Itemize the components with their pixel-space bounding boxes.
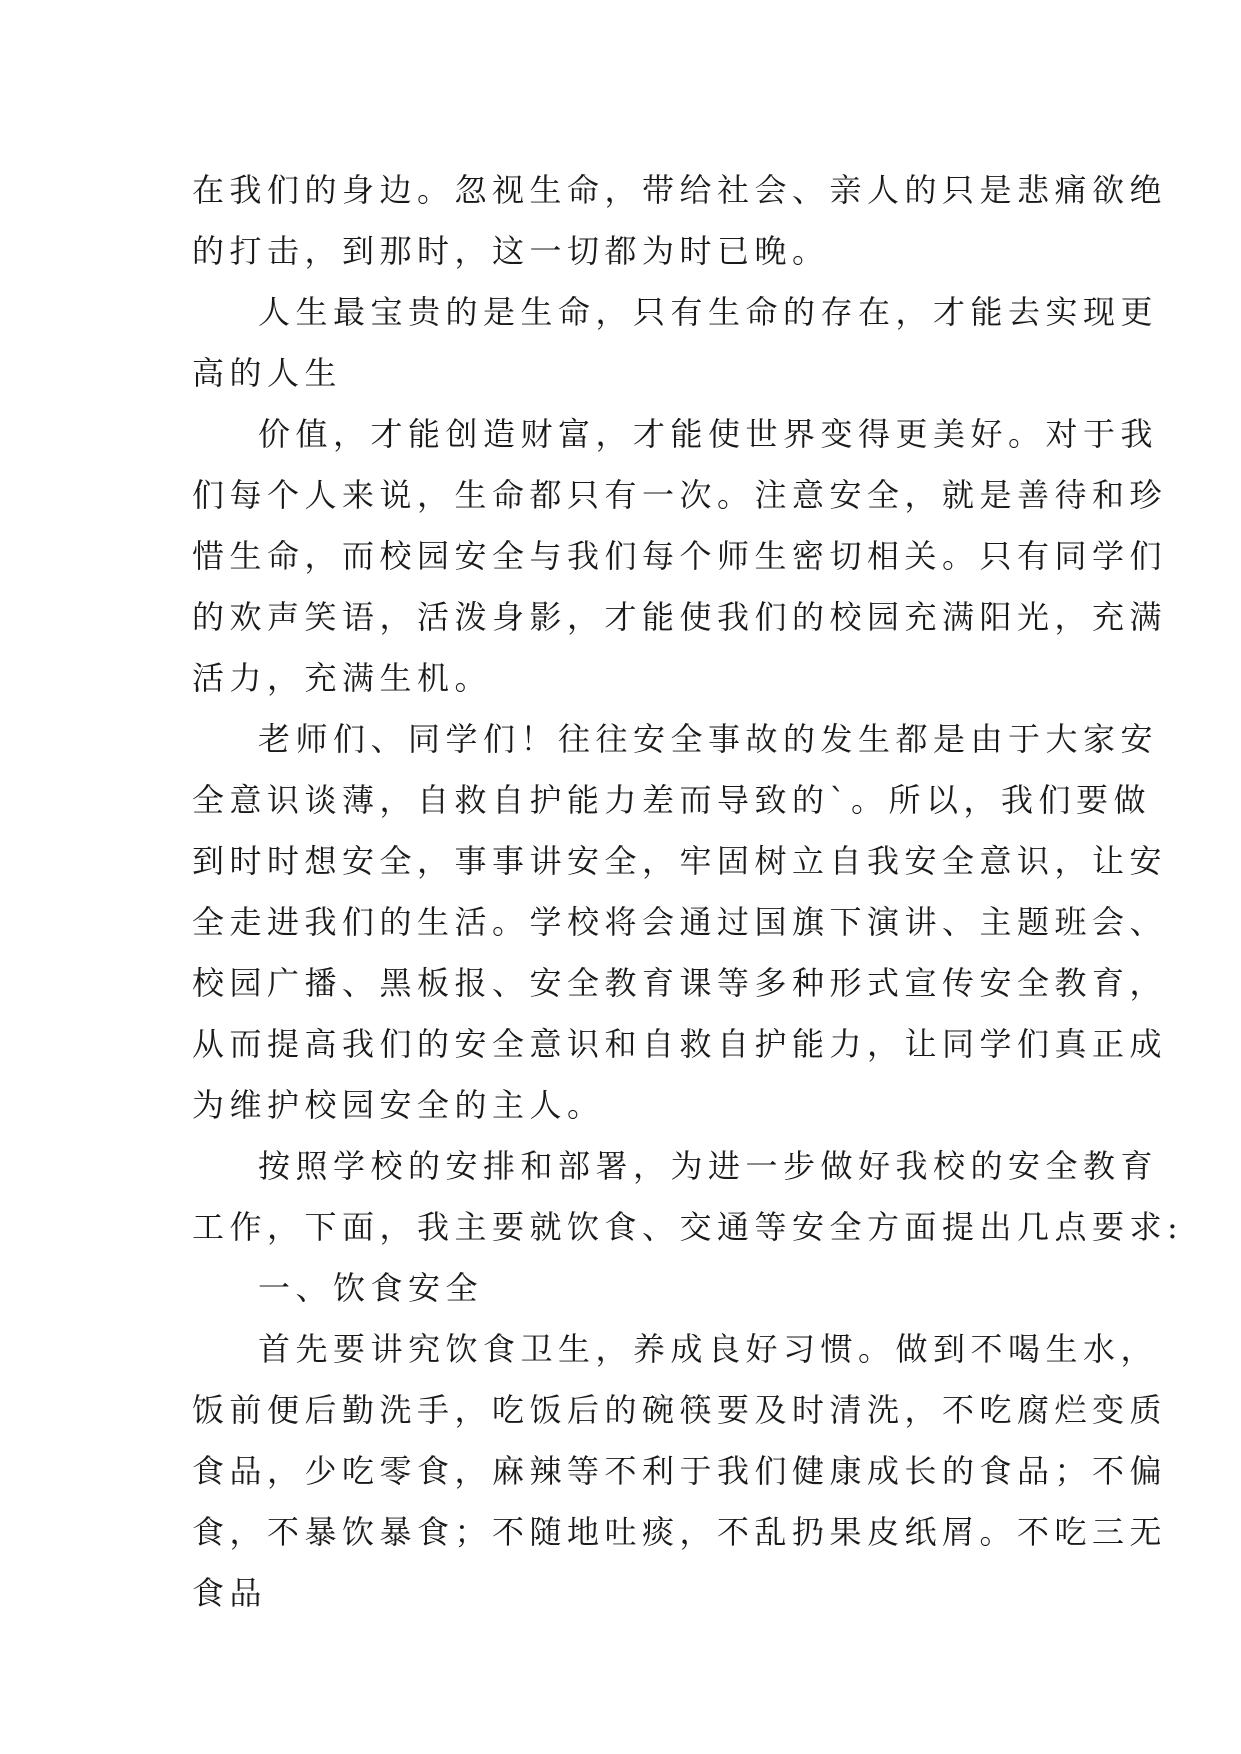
text-line: 到时时想安全，事事讲安全，牢固树立自我安全意识，让安: [192, 842, 1168, 880]
section-heading: 一、饮食安全: [258, 1269, 484, 1307]
text-line: 人生最宝贵的是生命，只有生命的存在，才能去实现更: [258, 293, 1159, 331]
text-line: 价值，才能创造财富，才能使世界变得更美好。对于我: [258, 415, 1159, 453]
text-line: 首先要讲究饮食卫生，养成良好习惯。做到不喝生水，: [258, 1330, 1159, 1368]
text-line: 全意识谈薄，自救自护能力差而导致的`。所以，我们要做: [192, 781, 1152, 819]
text-line: 惜生命，而校园安全与我们每个师生密切相关。只有同学们: [192, 537, 1168, 575]
text-line: 们每个人来说，生命都只有一次。注意安全，就是善待和珍: [192, 476, 1168, 514]
text-line: 校园广播、黑板报、安全教育课等多种形式宣传安全教育，: [192, 964, 1168, 1002]
text-line: 的打击，到那时，这一切都为时已晚。: [192, 232, 830, 270]
text-line: 全走进我们的生活。学校将会通过国旗下演讲、主题班会、: [192, 903, 1168, 941]
text-line: 在我们的身边。忽视生命，带给社会、亲人的只是悲痛欲绝: [192, 171, 1168, 209]
text-line: 按照学校的安排和部署，为进一步做好我校的安全教育: [258, 1147, 1159, 1185]
text-line: 活力，充满生机。: [192, 659, 493, 697]
text-line: 工作，下面，我主要就饮食、交通等安全方面提出几点要求:: [192, 1208, 1184, 1246]
text-line: 高的人生: [192, 354, 343, 392]
text-line: 食品，少吃零食，麻辣等不利于我们健康成长的食品；不偏: [192, 1452, 1168, 1490]
text-line: 老师们、同学们！往往安全事故的发生都是由于大家安: [258, 720, 1159, 758]
text-line: 食，不暴饮暴食；不随地吐痰，不乱扔果皮纸屑。不吃三无: [192, 1513, 1168, 1551]
text-line: 的欢声笑语，活泼身影，才能使我们的校园充满阳光，充满: [192, 598, 1168, 636]
document-body: [192, 160, 1184, 1624]
text-line: 为维护校园安全的主人。: [192, 1086, 605, 1124]
text-line: 从而提高我们的安全意识和自救自护能力，让同学们真正成: [192, 1025, 1168, 1063]
text-line: 食品: [192, 1574, 268, 1612]
text-line: 饭前便后勤洗手，吃饭后的碗筷要及时清洗，不吃腐烂变质: [192, 1391, 1168, 1429]
